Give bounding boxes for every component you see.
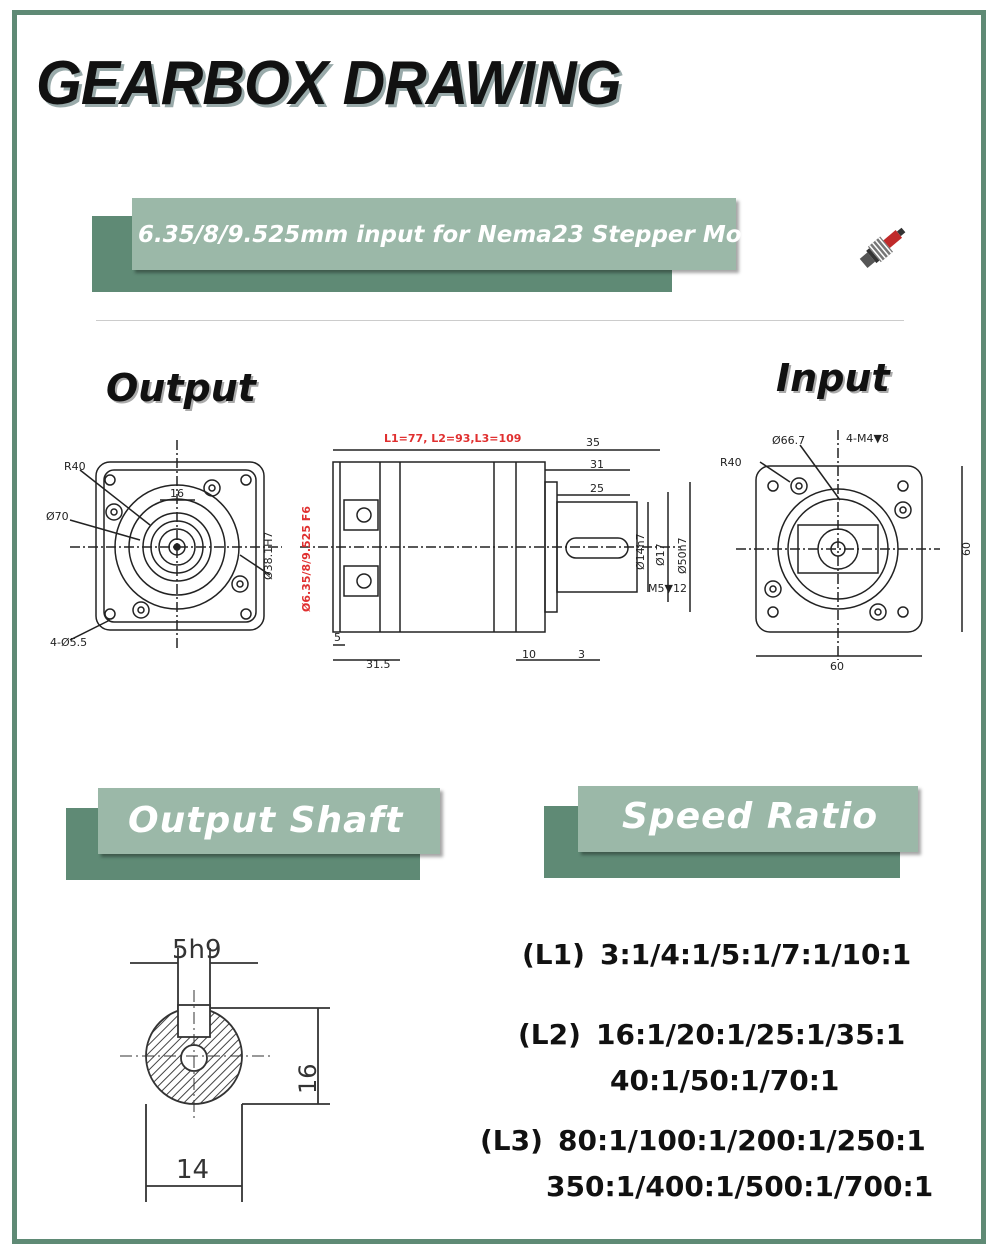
dim-m5: M5▼12	[648, 582, 687, 595]
output-flange-view	[70, 440, 282, 650]
dim-holes-left: 4-Ø5.5	[50, 636, 88, 649]
dim-25: 25	[590, 482, 604, 495]
side-view	[300, 450, 690, 660]
banner-input-text: 6.35/8/9.525mm input for Nema23 Stepper Motor	[138, 222, 780, 248]
banner-ratio-text: Speed Ratio	[622, 796, 879, 837]
dim-315: 31.5	[366, 658, 391, 671]
ratio-l3-tag: (L3)	[480, 1124, 543, 1157]
ratio-l1: 3:1/4:1/5:1/7:1/10:1	[600, 938, 912, 971]
banner-shaft-text: Output Shaft	[128, 800, 404, 841]
dim-d50: Ø50h7	[676, 537, 689, 574]
ratio-l2a: 16:1/20:1/25:1/35:1	[596, 1018, 906, 1051]
dim-5: 5	[334, 631, 341, 644]
page-title: GEARBOX DRAWING	[36, 49, 621, 118]
dim-d14: Ø14h7	[634, 533, 647, 570]
dim-m4: 4-M4▼8	[846, 432, 889, 445]
dim-60-v: 60	[960, 542, 973, 556]
divider	[96, 320, 904, 321]
dim-35: 35	[586, 436, 600, 449]
dim-60-h: 60	[830, 660, 844, 673]
gearbox-drawing	[0, 420, 1000, 680]
shaft-width-label: 14	[176, 1155, 210, 1185]
shaft-height-label: 16	[294, 1063, 322, 1094]
dim-d17: Ø17	[654, 543, 667, 566]
ratio-l3a: 80:1/100:1/200:1/250:1	[558, 1124, 926, 1157]
ratio-l1-tag: (L1)	[522, 938, 585, 971]
dim-r40-left: R40	[64, 460, 86, 473]
dim-31: 31	[590, 458, 604, 471]
dim-d667: Ø66.7	[772, 434, 806, 447]
spark-plug-icon	[850, 218, 914, 278]
label-output: Output	[106, 366, 256, 410]
ratio-l3b: 350:1/400:1/500:1/700:1	[546, 1170, 934, 1203]
dim-3: 3	[578, 648, 585, 661]
ratio-l2b: 40:1/50:1/70:1	[610, 1064, 840, 1097]
shaft-section-drawing	[110, 930, 350, 1220]
shaft-key-label: 5h9	[172, 935, 222, 965]
label-input: Input	[776, 356, 890, 400]
dim-d70: Ø70	[46, 510, 69, 523]
ratio-l2-tag: (L2)	[518, 1018, 581, 1051]
dim-d16: 16	[170, 487, 184, 500]
dim-d38: Ø38.1H7	[262, 531, 275, 580]
input-flange-view	[736, 430, 962, 660]
red-bore-label: Ø6.35/8/9.525 F6	[300, 506, 313, 612]
dim-r40-right: R40	[720, 456, 742, 469]
dim-10: 10	[522, 648, 536, 661]
red-length-label: L1=77, L2=93,L3=109	[384, 432, 522, 445]
